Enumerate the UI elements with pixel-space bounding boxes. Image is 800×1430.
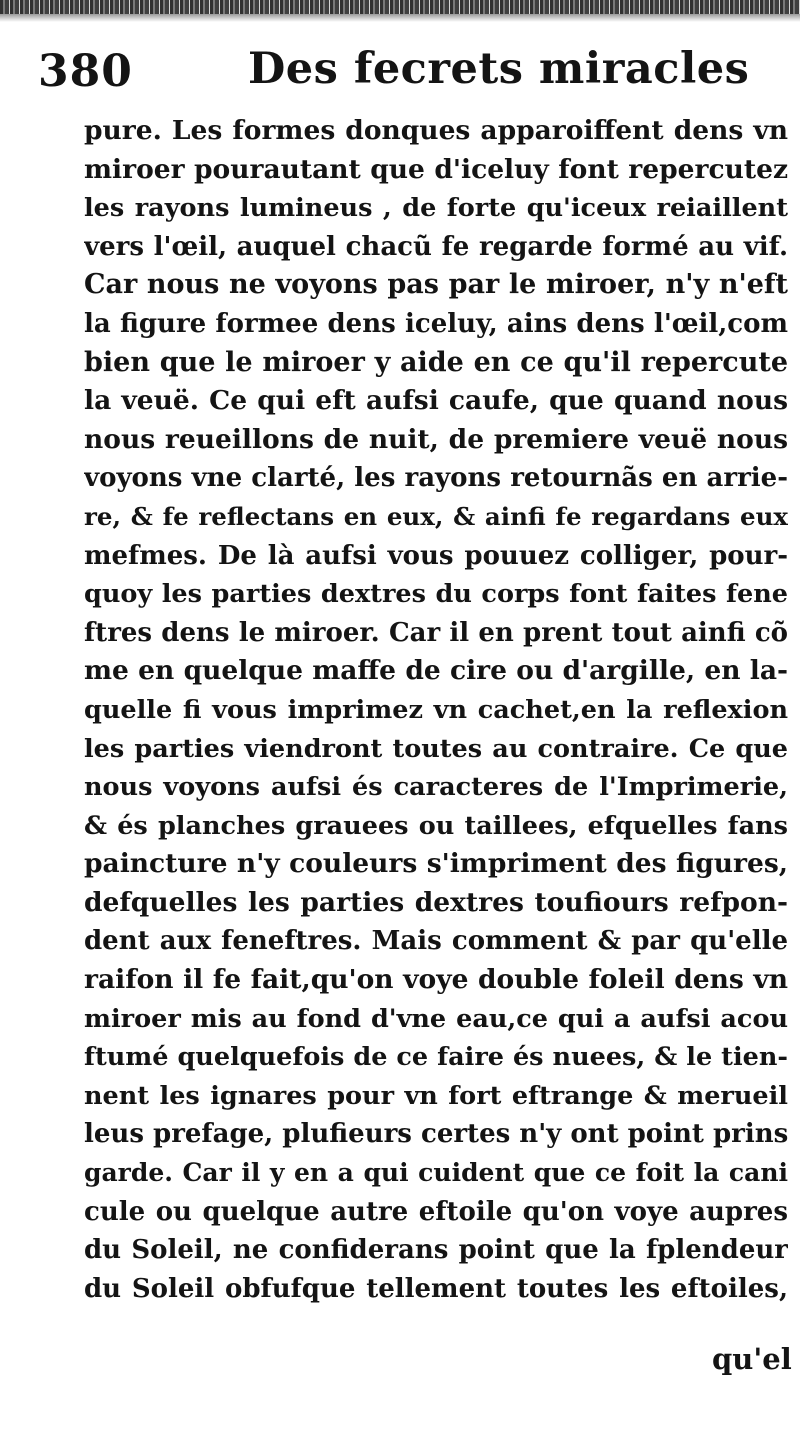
page-number: 380 bbox=[38, 46, 133, 97]
text-line: bien que le miroer y aide en ce qu'il repercute bbox=[84, 346, 788, 378]
text-line: la veuë. Ce qui eft aufsi caufe, que quand nous bbox=[84, 385, 788, 417]
running-head: Des fecrets miracles bbox=[248, 44, 750, 94]
text-line: nous reueillons de nuit, de premiere veuë nous bbox=[84, 423, 788, 455]
text-line: re, & fe reflectans en eux, & ainfi fe regardans eux bbox=[84, 501, 788, 531]
text-line: & és planches grauees ou taillees, efquelles fans bbox=[84, 810, 788, 841]
text-line: vers l'œil, auquel chacũ fe regarde formé au vif. bbox=[84, 231, 788, 262]
text-line: quoy les parties dextres du corps font faites fene bbox=[84, 579, 788, 610]
text-block bbox=[84, 112, 788, 1308]
text-line: nent les ignares pour vn fort eftrange & merueil bbox=[84, 1080, 788, 1111]
text-line: voyons vne clarté, les rayons retournãs en arrie- bbox=[84, 463, 788, 494]
text-line: les rayons lumineus , de forte qu'iceux reiaillent bbox=[84, 193, 788, 224]
text-line: leus prefage, plufieurs certes n'y ont point prins bbox=[84, 1119, 788, 1150]
text-line: miroer pourautant que d'iceluy font repercutez bbox=[84, 153, 788, 185]
text-line: les parties viendront toutes au contraire. Ce que bbox=[84, 733, 788, 764]
text-line: garde. Car il y en a qui cuident que ce foit la cani bbox=[84, 1158, 788, 1188]
text-line: la figure formee dens iceluy, ains dens l'œil,com bbox=[84, 308, 788, 339]
page-top-edge bbox=[0, 0, 800, 14]
text-line: me en quelque maffe de cire ou d'argille, en la- bbox=[84, 655, 788, 687]
text-line: miroer mis au fond d'vne eau,ce qui a aufsi acou bbox=[84, 1003, 788, 1034]
text-line: nous voyons aufsi és caracteres de l'Imprimerie, bbox=[84, 772, 788, 803]
text-line: du Soleil, ne confiderans point que la fplendeur bbox=[84, 1235, 788, 1266]
text-line: quelle fi vous imprimez vn cachet,en la reflexion bbox=[84, 694, 788, 725]
text-line: defquelles les parties dextres toufiours refpon- bbox=[84, 886, 788, 918]
text-line: dent aux feneftres. Mais comment & par qu'elle bbox=[84, 926, 788, 957]
text-line: ftumé quelquefois de ce faire és nuees, & le tien- bbox=[84, 1042, 788, 1073]
page-top-shadow bbox=[0, 14, 800, 22]
text-line: pure. Les formes donques apparoiffent dens vn bbox=[84, 115, 788, 146]
text-line: paincture n'y couleurs s'impriment des figures, bbox=[84, 848, 788, 880]
text-line: mefmes. De là aufsi vous pouuez colliger, pour- bbox=[84, 540, 788, 571]
catchword: qu'el bbox=[712, 1342, 792, 1376]
text-line: cule ou quelque autre eftoile qu'on voye aupres bbox=[84, 1196, 788, 1227]
text-line: ftres dens le miroer. Car il en prent tout ainfi cõ bbox=[84, 617, 788, 648]
text-line: Car nous ne voyons pas par le miroer, n'y n'eft bbox=[84, 269, 788, 301]
text-line: raifon il fe fait,qu'on voye double foleil dens vn bbox=[84, 964, 788, 996]
text-line: du Soleil obfufque tellement toutes les eftoiles, bbox=[84, 1273, 788, 1304]
